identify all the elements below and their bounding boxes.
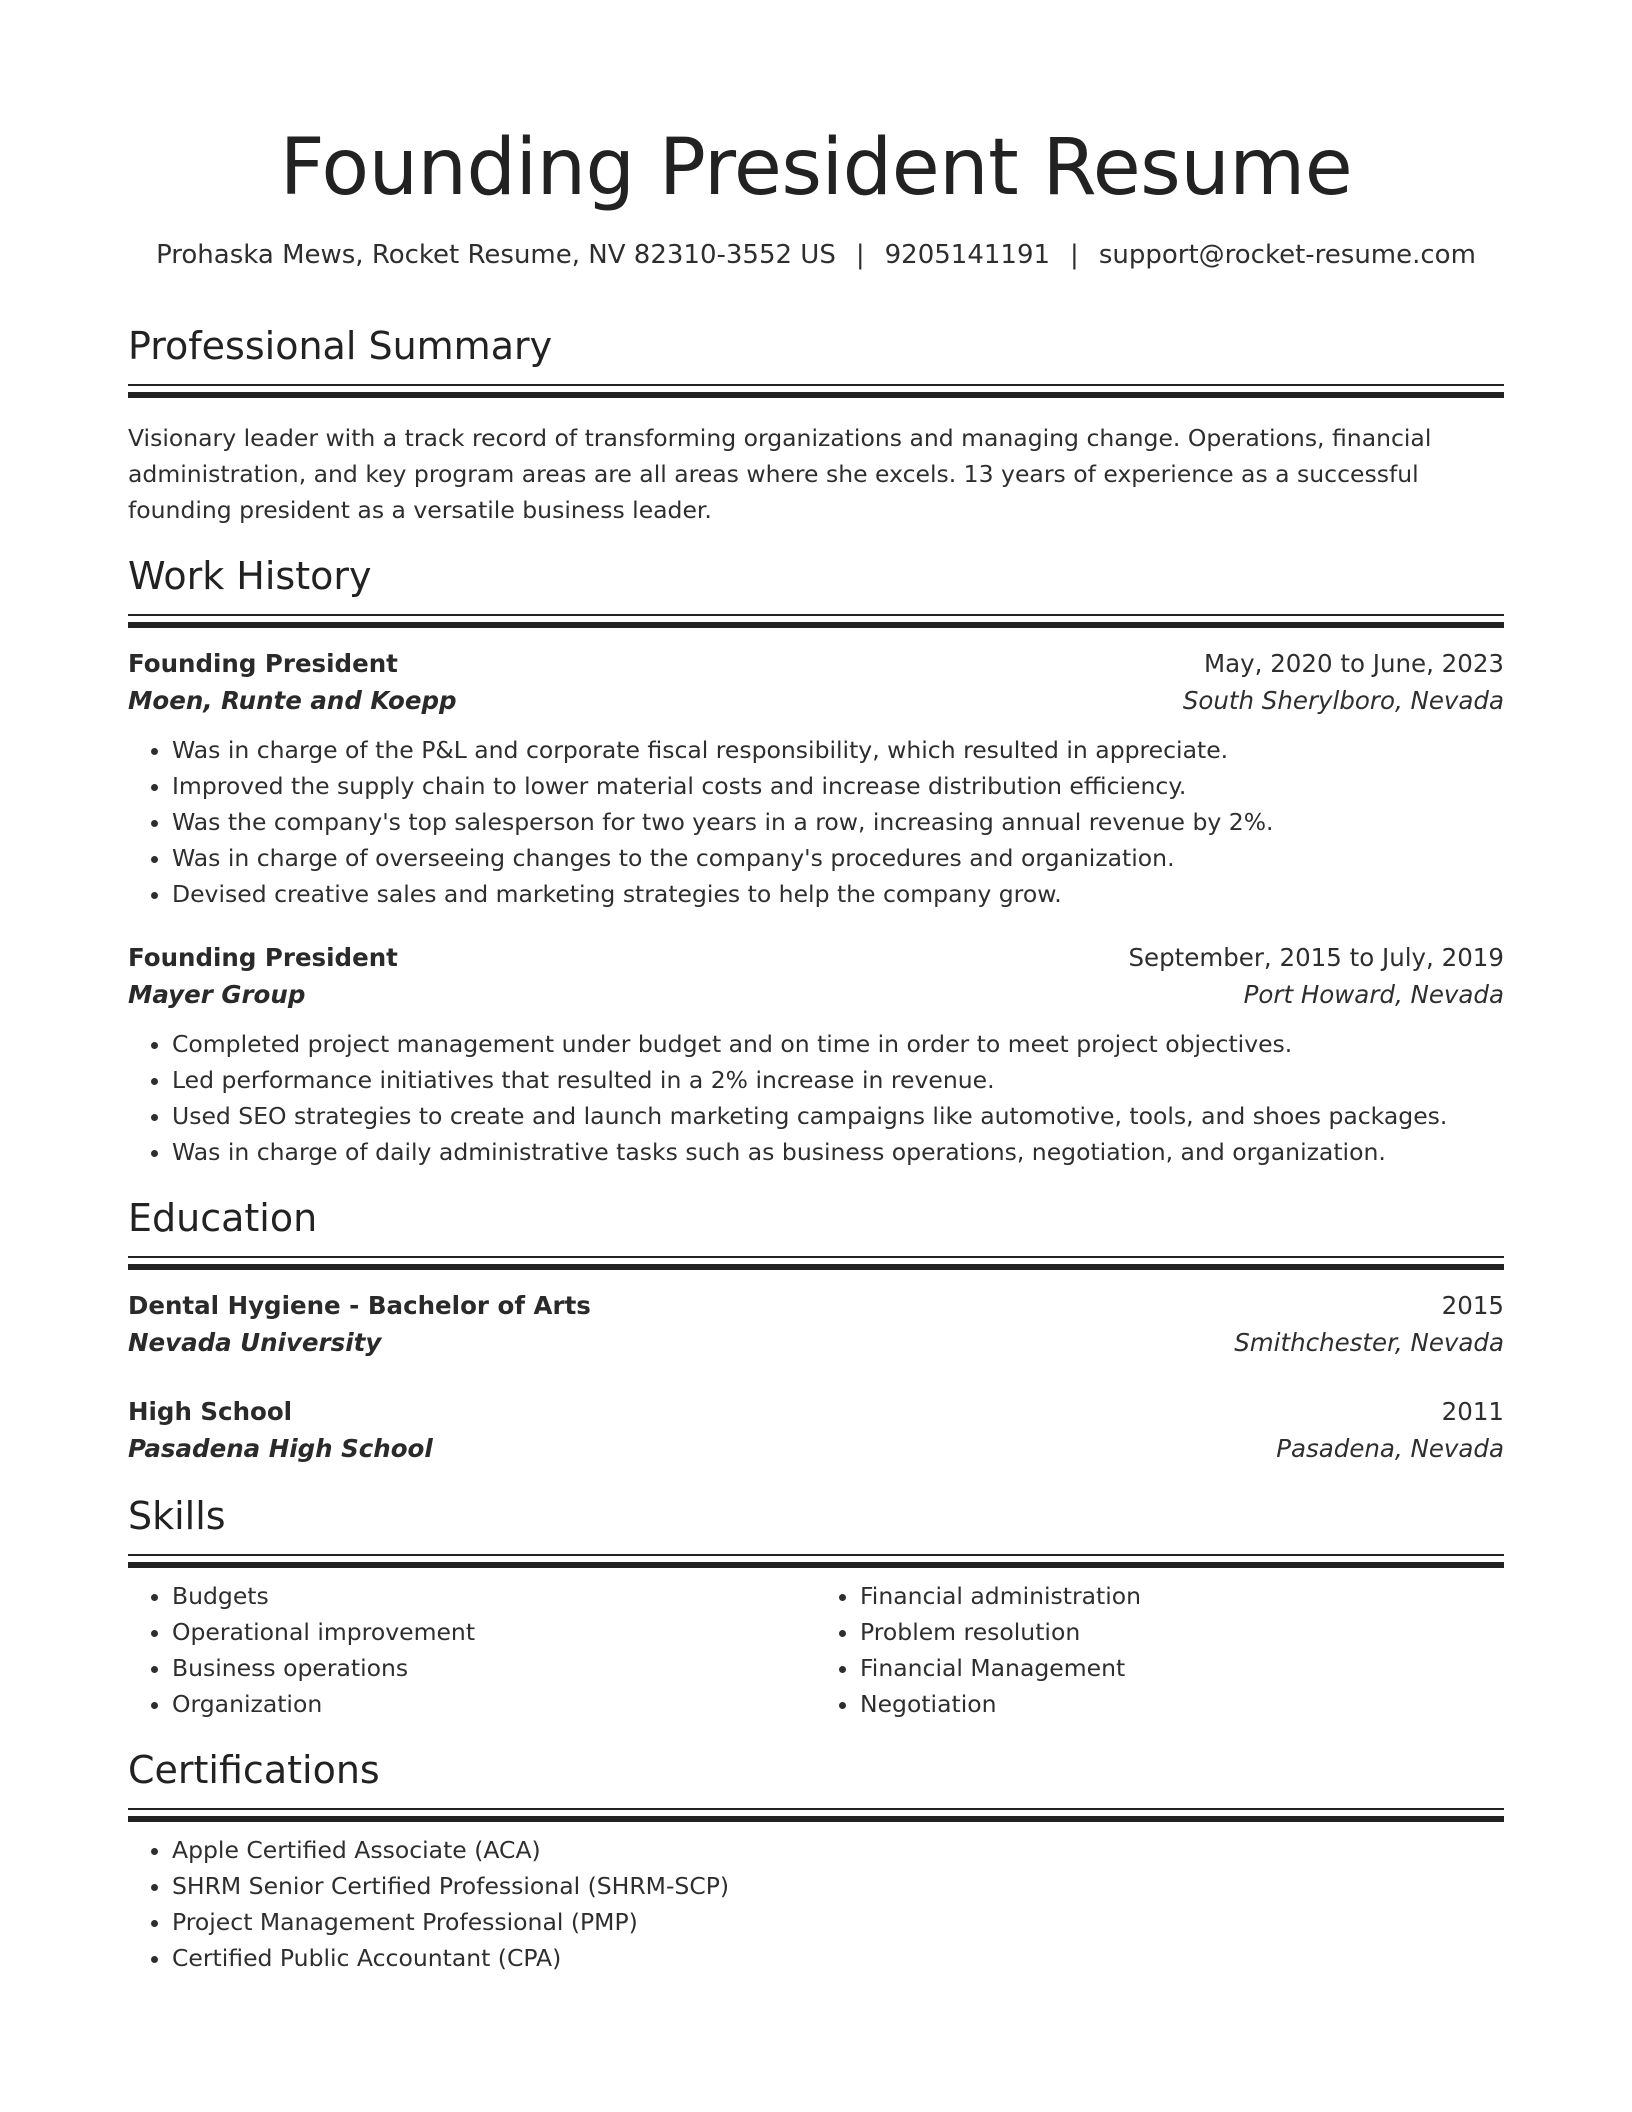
education-location: Smithchester, Nevada xyxy=(1234,1328,1504,1357)
certifications-list xyxy=(128,1832,1504,1976)
skills-grid xyxy=(128,1578,1504,1722)
skills-section xyxy=(128,1492,1504,1722)
certifications-section xyxy=(128,1746,1504,1976)
list-item: • SHRM Senior Certified Professional (SHRM-SCP) xyxy=(172,1868,1504,1904)
job-location: South Sherylboro, Nevada xyxy=(1182,686,1504,715)
contact-line xyxy=(128,238,1504,272)
list-item: • Certified Public Accountant (CPA) xyxy=(172,1940,1504,1976)
contact-email: support@rocket-resume.com xyxy=(1098,240,1476,270)
list-item: • Led performance initiatives that resulted in a 2% increase in revenue. xyxy=(172,1062,1504,1098)
contact-phone: 9205141191 xyxy=(884,240,1051,270)
contact-address: Prohaska Mews, Rocket Resume, NV 82310-3552 US xyxy=(156,240,836,270)
list-item: • Devised creative sales and marketing strategies to help the company grow. xyxy=(172,876,1504,912)
list-item: • Problem resolution xyxy=(860,1614,1504,1650)
education-year: 2015 xyxy=(1441,1291,1504,1320)
skills-list-left xyxy=(128,1578,816,1722)
section-rule xyxy=(128,614,1504,628)
list-item: • Was the company's top salesperson for two years in a row, increasing annual revenue by 2%. xyxy=(172,804,1504,840)
section-heading-work: Work History xyxy=(128,554,372,598)
job-bullets xyxy=(128,1026,1504,1170)
list-item: • Financial Management xyxy=(860,1650,1504,1686)
job-entry xyxy=(128,646,1504,912)
section-heading-summary: Professional Summary xyxy=(128,324,553,368)
page-title: Founding President Resume xyxy=(279,123,1353,213)
list-item: • Used SEO strategies to create and launch marketing campaigns like automotive, tools, and shoes packages. xyxy=(172,1098,1504,1134)
list-item: • Organization xyxy=(172,1686,816,1722)
job-dates: May, 2020 to June, 2023 xyxy=(1203,649,1504,678)
job-title: Founding President xyxy=(128,649,398,678)
list-item: • Negotiation xyxy=(860,1686,1504,1722)
job-bullets xyxy=(128,732,1504,912)
section-heading-skills: Skills xyxy=(128,1494,226,1538)
education-entry xyxy=(128,1394,1504,1468)
job-title: Founding President xyxy=(128,943,398,972)
list-item: • Project Management Professional (PMP) xyxy=(172,1904,1504,1940)
education-entry xyxy=(128,1288,1504,1362)
list-item: • Apple Certified Associate (ACA) xyxy=(172,1832,1504,1868)
education-section xyxy=(128,1194,1504,1468)
job-location: Port Howard, Nevada xyxy=(1243,980,1504,1009)
skills-list-right xyxy=(816,1578,1504,1722)
education-degree: High School xyxy=(128,1397,293,1426)
job-company: Mayer Group xyxy=(128,980,306,1009)
section-rule xyxy=(128,1256,1504,1270)
section-rule xyxy=(128,1554,1504,1568)
list-item: • Was in charge of daily administrative tasks such as business operations, negotiation, and organization. xyxy=(172,1134,1504,1170)
education-school: Pasadena High School xyxy=(128,1434,433,1463)
education-degree: Dental Hygiene - Bachelor of Arts xyxy=(128,1291,591,1320)
contact-separator: | xyxy=(1070,240,1079,270)
job-dates: September, 2015 to July, 2019 xyxy=(1128,943,1504,972)
section-rule xyxy=(128,384,1504,398)
list-item: • Improved the supply chain to lower material costs and increase distribution efficiency. xyxy=(172,768,1504,804)
section-heading-education: Education xyxy=(128,1196,318,1240)
list-item: • Was in charge of overseeing changes to the company's procedures and organization. xyxy=(172,840,1504,876)
list-item: • Business operations xyxy=(172,1650,816,1686)
list-item: • Completed project management under budget and on time in order to meet project objectives. xyxy=(172,1026,1504,1062)
list-item: • Financial administration xyxy=(860,1578,1504,1614)
section-heading-certifications: Certifications xyxy=(128,1748,380,1792)
summary-text: Visionary leader with a track record of transforming organizations and managing change. Operations, financial administration, and key program areas are all areas where she excels. 13 years of experience as a successful founding president as a versatile business leader. xyxy=(128,424,1432,524)
section-rule xyxy=(128,1808,1504,1822)
work-history-section xyxy=(128,552,1504,1170)
list-item: • Operational improvement xyxy=(172,1614,816,1650)
summary-section xyxy=(128,322,1504,528)
job-company: Moen, Runte and Koepp xyxy=(128,686,457,715)
list-item: • Budgets xyxy=(172,1578,816,1614)
list-item: • Was in charge of the P&L and corporate fiscal responsibility, which resulted in appreciate. xyxy=(172,732,1504,768)
contact-separator: | xyxy=(855,240,865,270)
job-entry xyxy=(128,940,1504,1170)
education-year: 2011 xyxy=(1441,1397,1504,1426)
education-school: Nevada University xyxy=(128,1328,382,1357)
education-location: Pasadena, Nevada xyxy=(1276,1434,1504,1463)
